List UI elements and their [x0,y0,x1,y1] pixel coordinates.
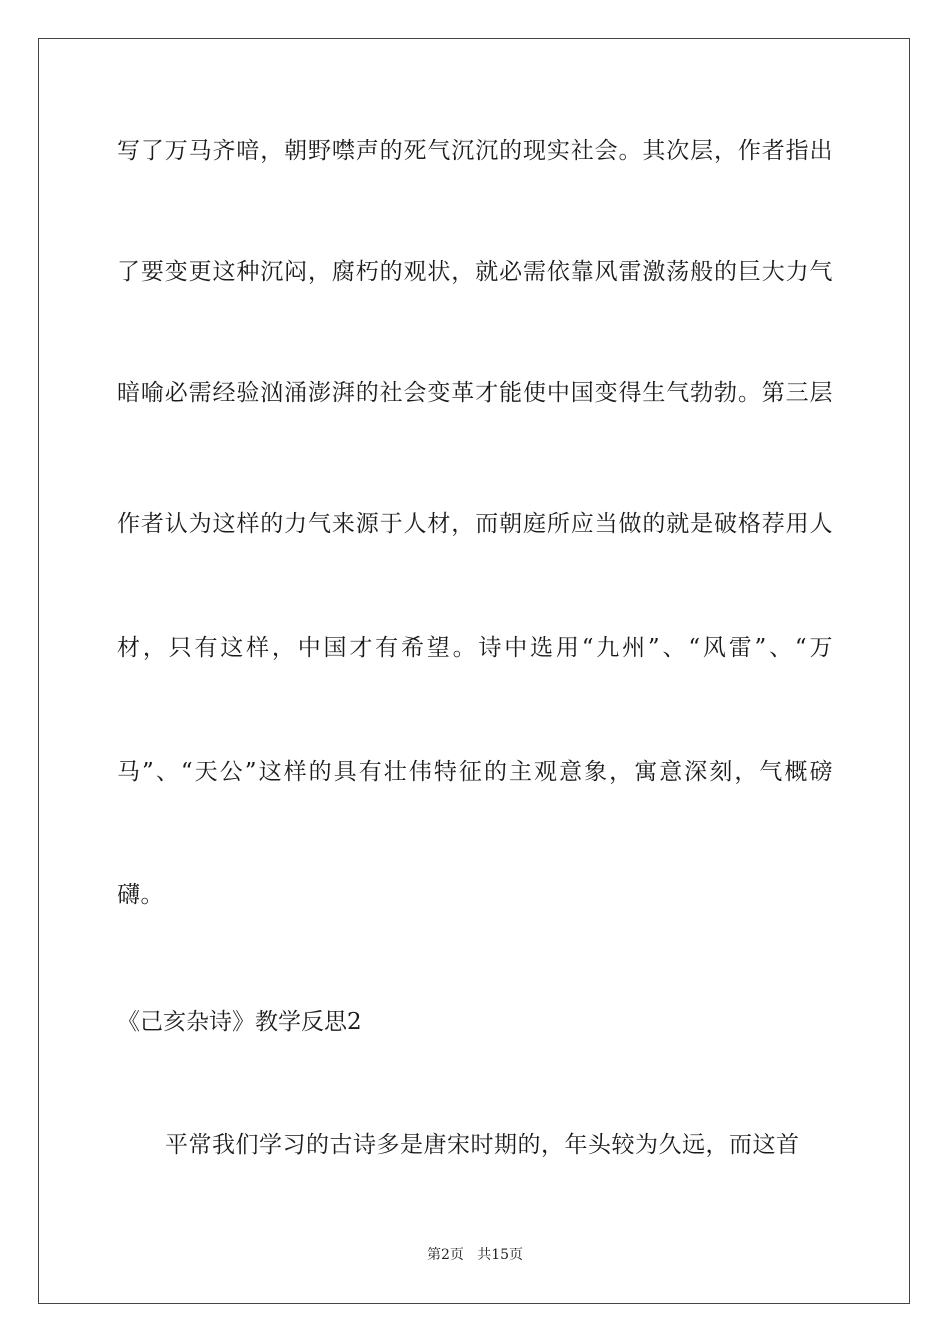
body-text-line: 平常我们学习的古诗多是唐宋时期的，年头较为久远，而这首 [165,1132,800,1158]
section-heading: 《己亥杂诗》教学反思2 [117,1009,362,1035]
body-text-line: 暗喻必需经验汹涌澎湃的社会变革才能使中国变得生气勃勃。第三层 [117,380,833,406]
body-text-line: 马”、“天公”这样的具有壮伟特征的主观意象，寓意深刻，气概磅 [117,759,833,785]
body-text-line: 了要变更这种沉闷，腐朽的观状，就必需依靠风雷激荡般的巨大力气 [117,259,833,285]
page-border [38,38,910,1304]
body-text-line: 作者认为这样的力气来源于人材，而朝庭所应当做的就是破格荐用人 [117,511,833,537]
body-text-line: 礴。 [117,882,164,908]
body-text-line: 材，只有这样，中国才有希望。诗中选用“九州”、“风雷”、“万 [117,635,833,661]
body-text-line: 写了万马齐喑，朝野噤声的死气沉沉的现实社会。其次层，作者指出 [117,138,833,164]
page-number-footer: 第2页 共15页 [426,1247,524,1263]
